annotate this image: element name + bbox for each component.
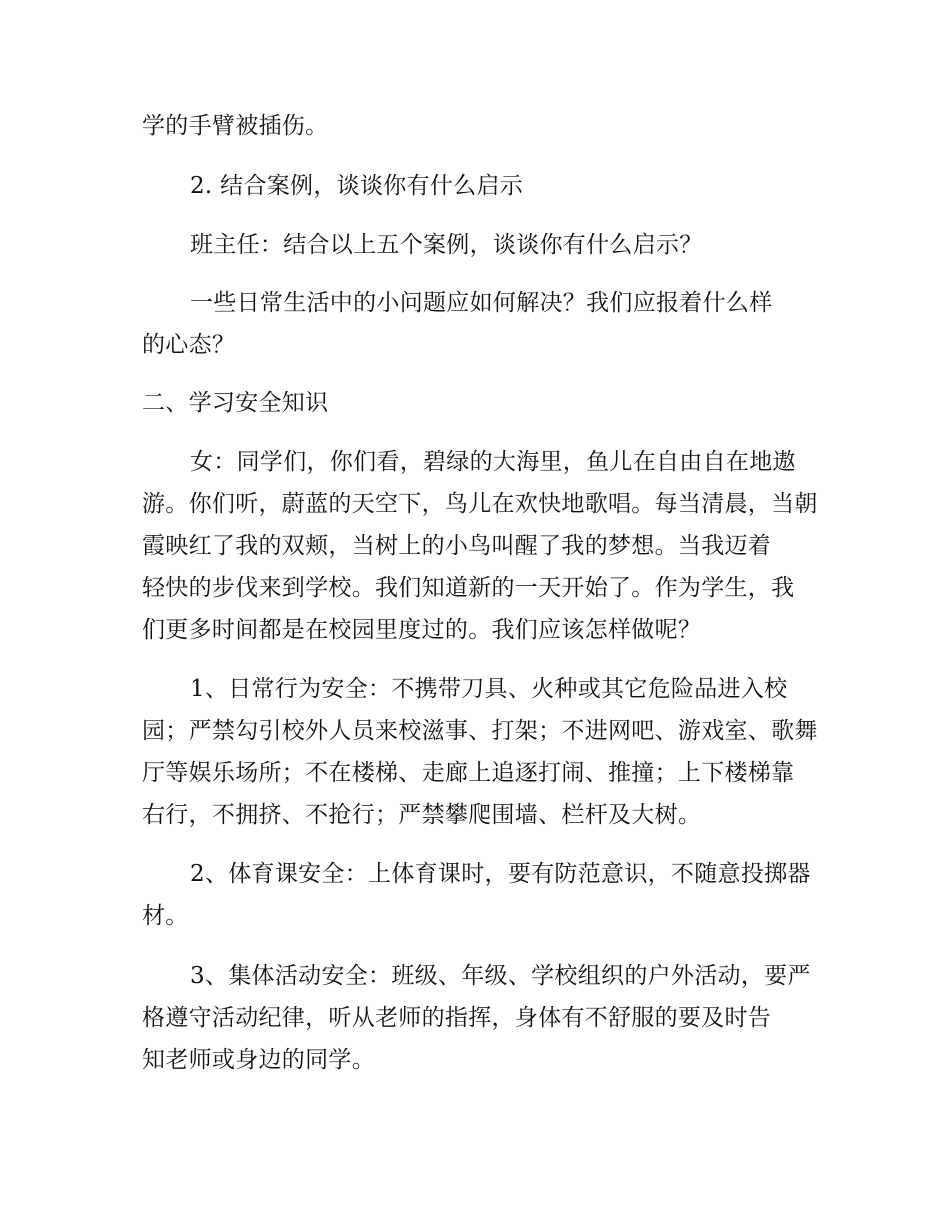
text-line: 班主任：结合以上五个案例，谈谈你有什么启示？	[190, 232, 703, 258]
section-heading: 二、学习安全知识	[142, 390, 329, 416]
text-line: 霞映红了我的双颊，当树上的小鸟叫醒了我的梦想。当我迈着	[142, 533, 772, 559]
text-line: 女：同学们，你们看，碧绿的大海里，鱼儿在自由自在地遨	[190, 449, 796, 475]
text-line: 的心态？	[142, 332, 236, 358]
text-line: 格遵守活动纪律，听从老师的指挥，身体有不舒服的要及时告	[142, 1005, 772, 1031]
text-line: 学的手臂被插伤。	[142, 113, 329, 139]
text-line: 材。	[142, 903, 189, 929]
text-line: 右行，不拥挤、不抢行；严禁攀爬围墙、栏杆及大树。	[142, 802, 702, 828]
text-line: 1、日常行为安全：不携带刀具、火种或其它危险品进入校	[190, 676, 788, 702]
text-line: 知老师或身边的同学。	[142, 1047, 375, 1073]
text-line: 2、体育课安全：上体育课时，要有防范意识，不随意投掷器	[190, 861, 811, 887]
text-line: 3、集体活动安全：班级、年级、学校组织的户外活动，要严	[190, 963, 811, 989]
text-line: 游。你们听，蔚蓝的天空下，鸟儿在欢快地歌唱。每当清晨，当朝	[142, 491, 818, 517]
text-line: 厅等娱乐场所；不在楼梯、走廊上追逐打闹、推撞；上下楼梯靠	[142, 760, 795, 786]
text-line: 轻快的步伐来到学校。我们知道新的一天开始了。作为学生，我	[142, 575, 795, 601]
text-line: 们更多时间都是在校园里度过的。我们应该怎样做呢？	[142, 617, 702, 643]
text-line: 园；严禁勾引校外人员来校滋事、打架；不进网吧、游戏室、歌舞	[142, 718, 818, 744]
section-heading: 2. 结合案例，谈谈你有什么启示	[190, 173, 524, 199]
text-line: 一些日常生活中的小问题应如何解决？我们应报着什么样	[190, 290, 773, 316]
